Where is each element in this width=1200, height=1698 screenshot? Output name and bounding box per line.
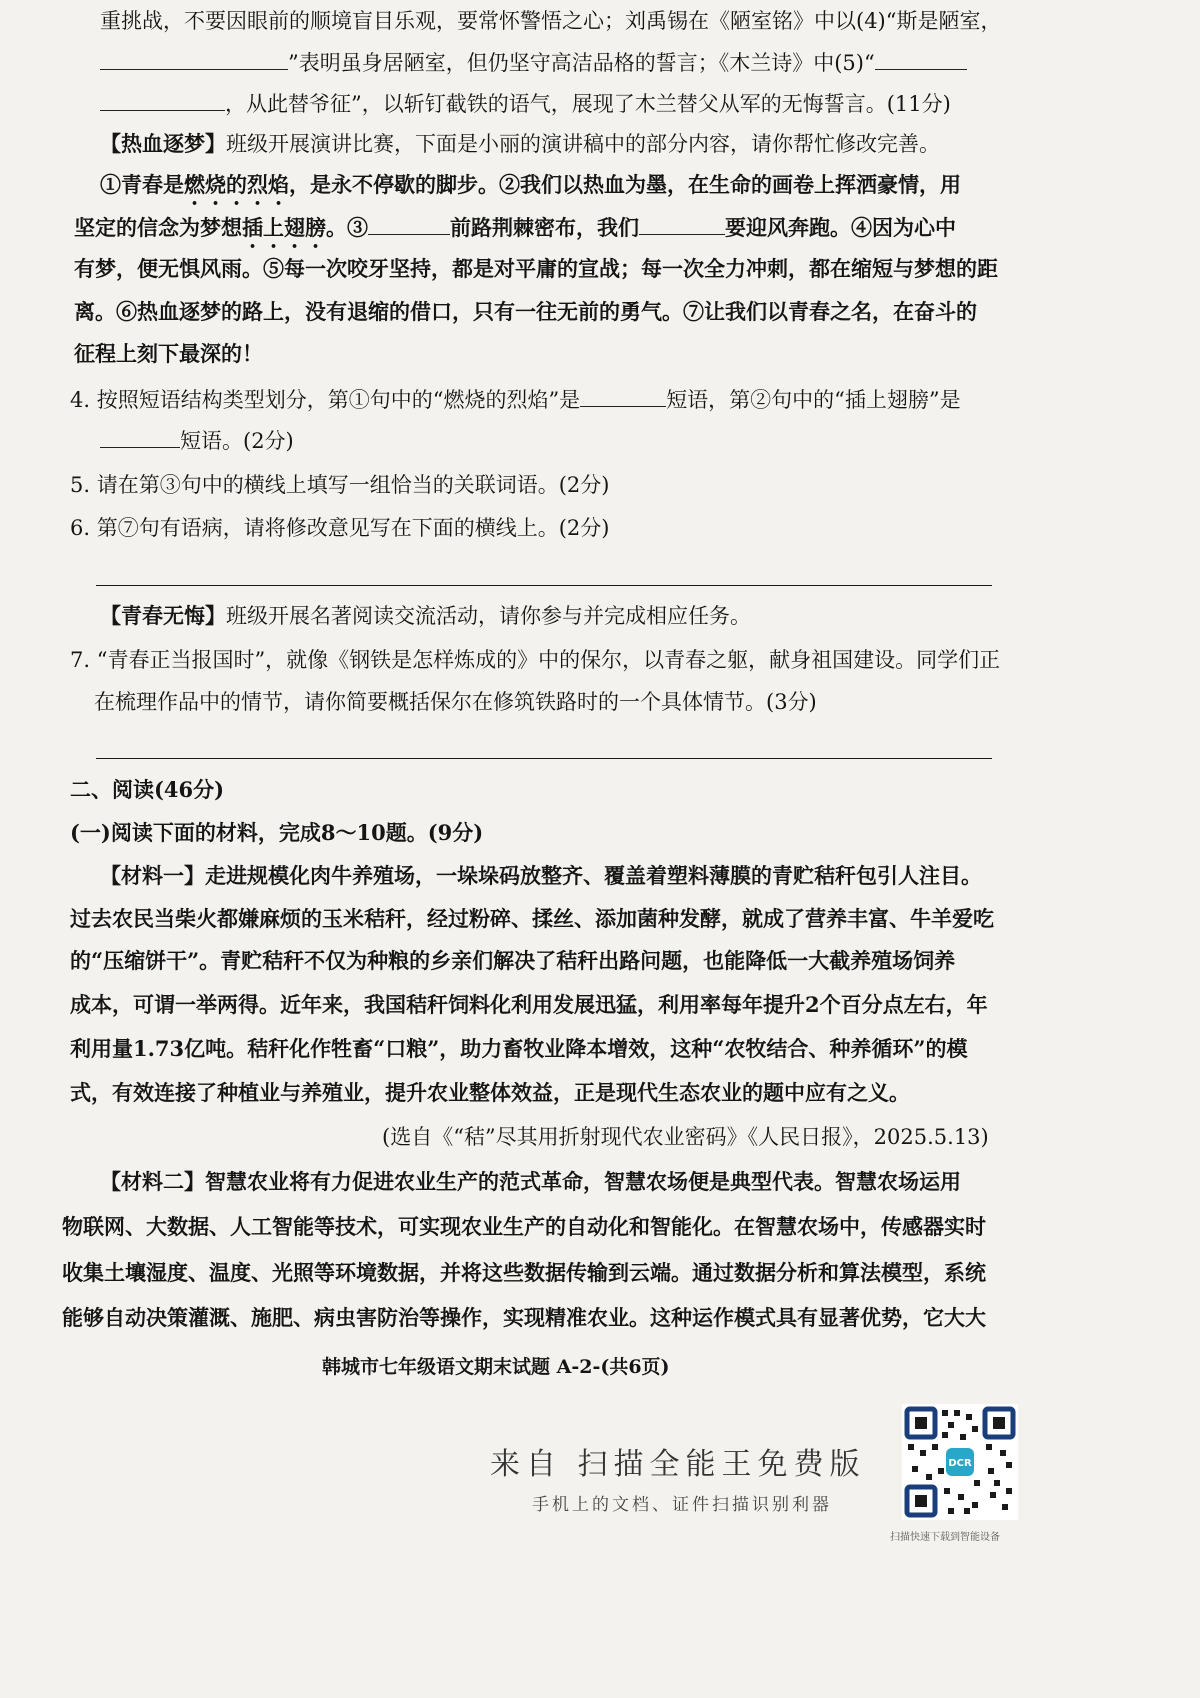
question-4-cont: 短语。(2分) [100, 425, 294, 456]
rexue-intro: 【热血逐梦】班级开展演讲比赛，下面是小丽的演讲稿中的部分内容，请你帮忙修改完善。 [100, 131, 940, 156]
answer-blank[interactable] [875, 47, 967, 70]
material-1-line-6: 式，有效连接了种植业与养殖业，提升农业整体效益，正是现代生态农业的题中应有之义。 [70, 1080, 910, 1105]
material-2-line-3: 收集土壤湿度、温度、光照等环境数据，并将这些数据传输到云端。通过数据分析和算法模型，系统 [62, 1260, 986, 1285]
reading-subheading: (一)阅读下面的材料，完成8～10题。(9分) [70, 820, 484, 845]
qr-caption: 扫描快速下载到智能设备 [890, 1532, 1000, 1543]
answer-blank[interactable] [639, 212, 725, 235]
qr-badge-text: DCR [948, 1458, 972, 1469]
material-1-line-4: 成本，可谓一举两得。近年来，我国秸秆饲料化利用发展迅猛，利用率每年提升2个百分点左右，年 [70, 992, 988, 1017]
question-4: 4. 按照短语结构类型划分，第①句中的“燃烧的烈焰”是 短语，第②句中的“插上翅膀”是 [70, 384, 961, 415]
question-6: 6. 第⑦句有语病，请将修改意见写在下面的横线上。(2分) [70, 516, 610, 540]
watermark-title: 来自 扫描全能王免费版 [490, 1447, 866, 1482]
material-1-line-5: 利用量1.73亿吨。秸秆化作牲畜“口粮”，助力畜牧业降本增效，这种“农牧结合、种养循环”的模 [70, 1036, 968, 1061]
question-5: 5. 请在第③句中的横线上填写一组恰当的关联词语。(2分) [70, 473, 610, 497]
intro-line-2: ”表明虽身居陋室，但仍坚守高洁品格的誓言；《木兰诗》中(5)“ [100, 47, 967, 78]
material-2-line-2: 物联网、大数据、人工智能等技术，可实现农业生产的自动化和智能化。在智慧农场中，传感器实时 [62, 1214, 986, 1239]
material-1-line-1: 【材料一】走进规模化肉牛养殖场，一垛垛码放整齐、覆盖着塑料薄膜的青贮秸秆包引人注目。 [100, 863, 982, 888]
qingchun-intro: 【青春无悔】班级开展名著阅读交流活动，请你参与并完成相应任务。 [100, 603, 751, 628]
intro-line-1: 重挑战，不要因眼前的顺境盲目乐观，要常怀警悟之心；刘禹锡在《陋室铭》中以(4)“斯是陋室， [100, 9, 1002, 33]
answer-blank[interactable] [580, 384, 666, 407]
answer-blank[interactable] [100, 425, 180, 448]
watermark-subtitle: 手机上的文档、证件扫描识别利器 [532, 1495, 832, 1515]
speech-line-3: 有梦，便无惧风雨。⑤每一次咬牙坚持，都是对平庸的宣战；每一次全力冲刺，都在缩短与梦想的距 [74, 256, 998, 281]
material-2-line-1: 【材料二】智慧农业将有力促进农业生产的范式革命，智慧农场便是典型代表。智慧农场运用 [100, 1169, 961, 1194]
material-2-line-4: 能够自动决策灌溉、施肥、病虫害防治等操作，实现精准农业。这种运作模式具有显著优势，它大大 [62, 1305, 986, 1330]
page-footer: 韩城市七年级语文期末试题 A-2-(共6页) [322, 1356, 670, 1378]
intro-line-3: ，从此替爷征”，以斩钉截铁的语气，展现了木兰替父从军的无悔誓言。(11分) [100, 88, 951, 119]
speech-line-1: ①青春是燃烧的烈焰，是永不停歇的脚步。②我们以热血为墨，在生命的画卷上挥洒豪情，用 [100, 172, 961, 197]
material-1-line-2: 过去农民当柴火都嫌麻烦的玉米秸秆，经过粉碎、揉丝、添加菌种发酵，就成了营养丰富、牛羊爱吃 [70, 906, 994, 931]
question-7-cont: 在梳理作品中的情节，请你简要概括保尔在修筑铁路时的一个具体情节。(3分) [94, 690, 817, 714]
speech-line-5: 征程上刻下最深的！ [74, 341, 263, 366]
speech-line-4: 离。⑥热血逐梦的路上，没有退缩的借口，只有一往无前的勇气。⑦让我们以青春之名，在奋斗的 [74, 299, 977, 324]
reading-heading: 二、阅读(46分) [70, 777, 225, 802]
qr-code[interactable] [902, 1404, 1018, 1520]
answer-line-q6[interactable] [96, 585, 992, 586]
material-1-line-3: 的“压缩饼干”。青贮秸秆不仅为种粮的乡亲们解决了秸秆出路问题，也能降低一大截养殖场饲养 [70, 948, 956, 973]
material-1-source: (选自《“秸”尽其用折射现代农业密码》《人民日报》，2025.5.13) [382, 1125, 989, 1149]
answer-blank[interactable] [100, 47, 288, 70]
answer-line-q7[interactable] [96, 758, 992, 759]
question-7: 7. “青春正当报国时”，就像《钢铁是怎样炼成的》中的保尔，以青春之躯，献身祖国建设。同学们正 [70, 648, 1001, 672]
answer-blank[interactable] [100, 88, 225, 111]
answer-blank[interactable] [368, 212, 450, 235]
speech-line-2: 坚定的信念为梦想插上翅膀。③ 前路荆棘密布，我们 要迎风奔跑。④因为心中 [74, 212, 956, 253]
